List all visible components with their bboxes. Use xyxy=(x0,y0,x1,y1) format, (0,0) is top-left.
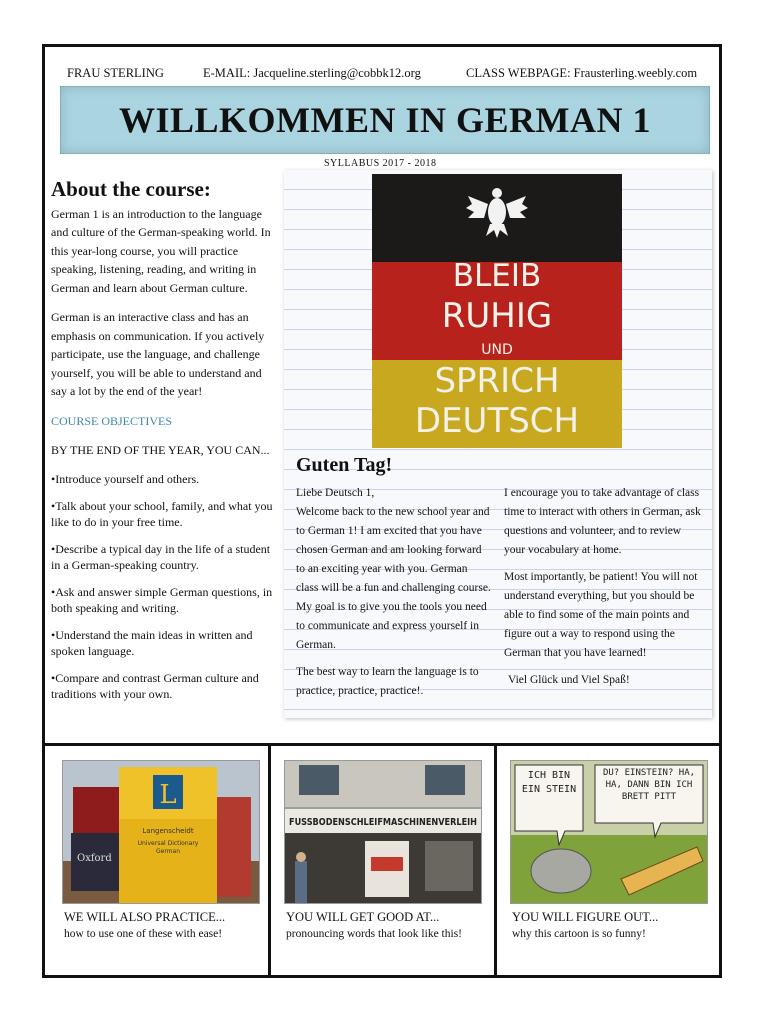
poster-line-1: BLEIB xyxy=(452,258,542,294)
tile-subcaption: why this cartoon is so funny! xyxy=(512,928,646,940)
tile-long-word xyxy=(284,760,482,940)
about-paragraph: German is an interactive class and has an emphasis on communication. If you actively participate, use the language, and challenge yourself, you will be able to understand and say a lot by the end of the year! xyxy=(51,310,265,398)
dictionary-language: German xyxy=(155,848,181,855)
tile-caption: WE WILL ALSO PRACTICE... xyxy=(64,910,226,924)
class-webpage: CLASS WEBPAGE: Frausterling.weebly.com xyxy=(466,66,698,80)
speech-bubble-board: DU? EINSTEIN? HA, HA, DANN BIN ICH BRETT PITT xyxy=(602,768,696,802)
tile-subcaption: how to use one of these with ease! xyxy=(64,928,223,940)
column-divider xyxy=(494,743,497,978)
email: E-MAIL: Jacqueline.sterling@cobbk12.org xyxy=(203,66,421,80)
letter-paragraph: I encourage you to take advantage of class time to interact with others in German, ask questions and volunteer, and to review your vocabulary at home. xyxy=(504,487,701,556)
column-divider xyxy=(268,743,271,978)
poster-line-3: UND xyxy=(481,342,513,358)
letter-column-right xyxy=(504,484,704,698)
page-title: WILLKOMMEN IN GERMAN 1 xyxy=(119,100,651,140)
objective-item: •Compare and contrast German culture and traditions with your own. xyxy=(51,670,259,701)
notebook-paper xyxy=(284,170,712,718)
tile-caption: YOU WILL FIGURE OUT... xyxy=(512,910,659,924)
oxford-label: Oxford xyxy=(77,853,112,864)
teacher-name: FRAU STERLING xyxy=(67,66,164,80)
letter-signoff: Viel Glück und Viel Spaß! xyxy=(508,674,630,686)
objective-item: •Ask and answer simple German questions, in both speaking and writing. xyxy=(51,584,273,615)
speech-bubble-stone: ICH BIN EIN STEIN xyxy=(521,770,577,795)
title-banner xyxy=(60,86,710,154)
tile-dictionary xyxy=(62,760,260,940)
cartoon-image xyxy=(510,760,708,904)
objective-item: •Describe a typical day in the life of a student in a German-speaking country. xyxy=(51,541,271,572)
objectives-subheading: BY THE END OF THE YEAR, YOU CAN... xyxy=(51,443,270,457)
about-column xyxy=(51,177,275,713)
tile-caption: YOU WILL GET GOOD AT... xyxy=(286,910,440,924)
objective-item: •Talk about your school, family, and what you like to do in your free time. xyxy=(51,498,273,529)
keep-calm-poster xyxy=(372,174,622,448)
long-word-sign: FUSSBODENSCHLEIFMASCHINENVERLEIH xyxy=(289,817,478,828)
svg-text:L: L xyxy=(159,780,177,810)
objectives-heading: COURSE OBJECTIVES xyxy=(51,413,173,428)
about-paragraph: German 1 is an introduction to the language and culture of the German-speaking world. In this year-long course, you will practice speaking, listening, reading, and writing in German and learn about German culture. xyxy=(51,206,271,295)
objective-item: •Understand the main ideas in written and spoken language. xyxy=(51,627,253,658)
tile-subcaption: pronouncing words that look like this! xyxy=(286,928,462,940)
dictionary-image xyxy=(62,760,260,904)
section-divider xyxy=(42,743,722,746)
letter-paragraph: Most importantly, be patient! You will not understand everything, but you should be able to find some of the main points and figure out a way to respond using the German that you have learned! xyxy=(504,571,698,659)
letter-heading: Guten Tag! xyxy=(296,454,393,476)
storefront-image xyxy=(284,760,482,904)
poster-line-2: RUHIG xyxy=(441,296,553,336)
tile-cartoon xyxy=(510,760,708,940)
letter-paragraph: The best way to learn the language is to practice, practice, practice!. xyxy=(296,666,479,697)
dictionary-subtitle: Universal Dictionary xyxy=(137,840,199,847)
dictionary-title: Langenscheidt xyxy=(142,827,194,835)
poster-line-4: SPRICH xyxy=(434,361,560,401)
poster-line-5: DEUTSCH xyxy=(414,401,580,441)
objective-item: •Introduce yourself and others. xyxy=(51,471,200,486)
about-heading: About the course: xyxy=(51,177,211,201)
syllabus-year: SYLLABUS 2017 - 2018 xyxy=(324,158,437,169)
letter-column-left xyxy=(296,484,492,709)
letter-paragraph: Liebe Deutsch 1, Welcome back to the new school year and to German 1! I am excited that you have chosen German and am looking forward to an exciting year with you. German class will be a fun and challenging course. My goal is to give you the tools you need to communicate and express yourself in German. xyxy=(296,487,491,651)
